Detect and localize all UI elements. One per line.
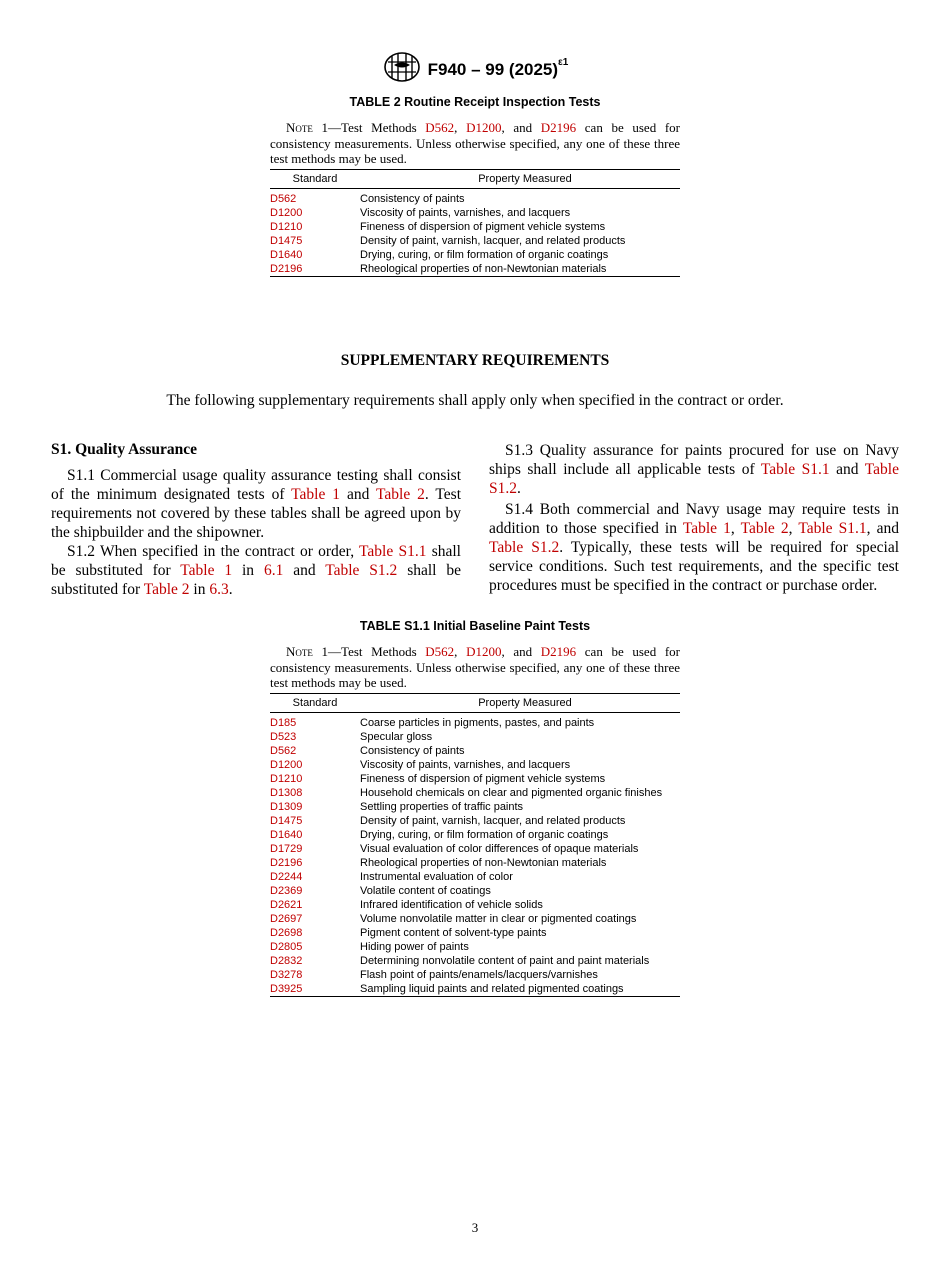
property-cell: Instrumental evaluation of color — [360, 870, 513, 883]
table-row — [270, 712, 680, 730]
table-row — [270, 758, 680, 772]
property-cell: Rheological properties of non-Newtonian materials — [360, 856, 607, 869]
property-cell: Density of paint, varnish, lacquer, and related products — [360, 234, 626, 247]
table-row — [270, 744, 680, 758]
paragraph-text: , and — [866, 520, 900, 537]
column-header-property: Property Measured — [360, 693, 680, 712]
supplementary-intro: The following supplementary requirements shall apply only when specified in the contract or order. — [166, 392, 784, 409]
table-row — [270, 968, 680, 982]
table-row — [270, 262, 680, 277]
note-label: Note — [286, 120, 313, 135]
paragraph-text: shall be substituted for — [51, 543, 461, 579]
note-text: , — [454, 120, 467, 135]
link-table-2[interactable]: Table 2 — [376, 486, 425, 503]
link-table-2[interactable]: Table 2 — [143, 581, 190, 598]
table-row — [270, 828, 680, 842]
standard-link[interactable]: D1640 — [270, 248, 303, 261]
standard-link[interactable]: D185 — [270, 716, 297, 729]
table-row — [270, 248, 680, 262]
property-cell: Drying, curing, or film formation of organic coatings — [360, 248, 609, 261]
property-cell: Household chemicals on clear and pigmented organic finishes — [360, 786, 663, 799]
standard-link[interactable]: D1210 — [270, 220, 303, 233]
link-table-s1-1[interactable]: Table S1.1 — [359, 543, 427, 560]
astm-logo-icon — [382, 52, 422, 87]
document-header — [0, 52, 950, 87]
link-table-1[interactable]: Table 1 — [180, 562, 233, 579]
standard-link[interactable]: D1200 — [270, 206, 303, 219]
link-d1200[interactable]: D1200 — [466, 120, 502, 135]
paragraph-text: shall be substituted for — [51, 562, 461, 598]
table2-block — [270, 120, 680, 277]
table-s1-1-body — [270, 712, 680, 996]
property-cell: Infrared identification of vehicle solids — [360, 898, 543, 911]
column-header-property: Property Measured — [360, 169, 680, 188]
standard-link[interactable]: D1210 — [270, 772, 303, 785]
property-cell: Specular gloss — [360, 730, 433, 743]
table-row — [270, 926, 680, 940]
standard-link[interactable]: D562 — [270, 744, 297, 757]
property-cell: Consistency of paints — [360, 744, 465, 757]
property-cell: Flash point of paints/enamels/lacquers/varnishes — [360, 968, 598, 981]
table-row — [270, 856, 680, 870]
note-text: 1—Test Methods — [321, 644, 426, 659]
section-heading-s1: S1. Quality Assurance — [51, 441, 197, 458]
property-cell: Settling properties of traffic paints — [360, 800, 524, 813]
table-row — [270, 234, 680, 248]
link-table-s1-2[interactable]: Table S1.2 — [489, 539, 560, 556]
table-s1-1-note — [270, 644, 680, 691]
standard-link[interactable]: D2805 — [270, 940, 303, 953]
property-cell: Pigment content of solvent-type paints — [360, 926, 547, 939]
paragraph-text: . Test requirements not covered by these tables shall be agreed upon by the shipbuilder and the shipowner. — [51, 486, 462, 541]
standard-link[interactable]: D2369 — [270, 884, 303, 897]
note-text: , and — [501, 644, 541, 659]
link-table-s1-1[interactable]: Table S1.1 — [798, 520, 867, 537]
table-s1-1 — [270, 693, 680, 997]
paragraph-text: . — [228, 581, 233, 598]
table-row — [270, 982, 680, 997]
table2-caption: TABLE 2 Routine Receipt Inspection Tests — [349, 95, 601, 109]
property-cell: Density of paint, varnish, lacquer, and related products — [360, 814, 626, 827]
paragraph-text: . Typically, these tests will be required for special service conditions. Such test requirements, and the specific test procedures must be specified in the contract or purchase order. — [489, 539, 899, 594]
link-d1200[interactable]: D1200 — [466, 644, 502, 659]
link-table-s1-2[interactable]: Table S1.2 — [489, 461, 899, 497]
table-row — [270, 870, 680, 884]
property-cell: Visual evaluation of color differences of opaque materials — [360, 842, 639, 855]
supplementary-heading: SUPPLEMENTARY REQUIREMENTS — [340, 352, 610, 369]
table-row — [270, 786, 680, 800]
standard-link[interactable]: D1309 — [270, 800, 303, 813]
paragraph-s1-3 — [489, 441, 899, 498]
table2 — [270, 169, 680, 277]
link-table-s1-1[interactable]: Table S1.1 — [760, 461, 830, 478]
link-table-2[interactable]: Table 2 — [740, 520, 789, 537]
property-cell: Hiding power of paints — [360, 940, 469, 953]
left-column — [51, 440, 461, 599]
property-cell: Viscosity of paints, varnishes, and lacquers — [360, 758, 571, 771]
paragraph-text: , — [730, 520, 741, 537]
standard-link[interactable]: D1475 — [270, 814, 303, 827]
link-table-s1-2[interactable]: Table S1.2 — [325, 562, 398, 579]
table-row — [270, 912, 680, 926]
table-row — [270, 220, 680, 234]
property-cell: Fineness of dispersion of pigment vehicle systems — [360, 220, 606, 233]
property-cell: Rheological properties of non-Newtonian materials — [360, 262, 607, 275]
standard-link[interactable]: D2244 — [270, 870, 303, 883]
note-label: Note — [286, 644, 313, 659]
paragraph-s1-1 — [51, 466, 461, 542]
property-cell: Volatile content of coatings — [360, 884, 491, 897]
designation: F940 – 99 (2025) — [427, 59, 559, 79]
link-table-1[interactable]: Table 1 — [682, 520, 731, 537]
right-column — [489, 441, 899, 595]
standard-link[interactable]: D1729 — [270, 842, 303, 855]
table-row — [270, 188, 680, 206]
standard-link[interactable]: D1475 — [270, 234, 303, 247]
link-d562[interactable]: D562 — [425, 644, 455, 659]
table-s1-1-block — [270, 644, 680, 997]
property-cell: Sampling liquid paints and related pigmented coatings — [360, 982, 624, 995]
standard-link[interactable]: D2697 — [270, 912, 303, 925]
property-cell: Consistency of paints — [360, 192, 465, 205]
table-row — [270, 772, 680, 786]
table-row — [270, 842, 680, 856]
standard-link[interactable]: D3278 — [270, 968, 303, 981]
property-cell: Volume nonvolatile matter in clear or pigmented coatings — [360, 912, 637, 925]
note-text: can be used for consistency measurements. Unless otherwise specified, any one of these three test methods may be used. — [270, 120, 680, 166]
table2-body — [270, 188, 680, 276]
property-cell: Determining nonvolatile content of paint and paint materials — [360, 954, 650, 967]
property-cell: Fineness of dispersion of pigment vehicle systems — [360, 772, 606, 785]
table-s1-1-caption: TABLE S1.1 Initial Baseline Paint Tests — [359, 619, 591, 633]
page-number: 3 — [471, 1220, 479, 1235]
link-section-6-3[interactable]: 6.3 — [209, 581, 229, 598]
property-cell: Viscosity of paints, varnishes, and lacquers — [360, 206, 571, 219]
link-d2196[interactable]: D2196 — [540, 644, 577, 659]
paragraph-text: , — [788, 520, 799, 537]
paragraph-text: S1.1 Commercial usage quality assurance testing shall consist of the minimum designated tests of — [51, 467, 461, 503]
standard-link[interactable]: D2196 — [270, 262, 303, 275]
note-text: , and — [501, 120, 541, 135]
table-row — [270, 940, 680, 954]
standard-link[interactable]: D523 — [270, 730, 297, 743]
designation-title — [427, 56, 569, 80]
note-text: , — [454, 644, 467, 659]
column-header-standard: Standard — [270, 169, 360, 188]
table-row — [270, 814, 680, 828]
standard-link[interactable]: D1640 — [270, 828, 303, 841]
standard-link[interactable]: D562 — [270, 192, 297, 205]
table-row — [270, 954, 680, 968]
paragraph-text: S1.4 Both commercial and Navy usage may require tests in addition to those specified in — [489, 501, 899, 537]
epsilon-superscript: ε1 — [558, 56, 569, 68]
link-d562[interactable]: D562 — [425, 120, 455, 135]
paragraph-text: S1.2 When specified in the contract or order, — [67, 543, 360, 560]
standard-link[interactable]: D2832 — [270, 954, 303, 967]
note-text: can be used for consistency measurements. Unless otherwise specified, any one of these three test methods may be used. — [270, 644, 680, 690]
standard-link[interactable]: D3925 — [270, 982, 303, 995]
paragraph-text: and — [829, 461, 865, 478]
paragraph-text: and — [340, 486, 376, 503]
table-row — [270, 206, 680, 220]
paragraph-text: in — [232, 562, 264, 579]
link-section-6-1[interactable]: 6.1 — [263, 562, 284, 579]
table-row — [270, 898, 680, 912]
table2-note — [270, 120, 680, 167]
table-row — [270, 884, 680, 898]
link-table-1[interactable]: Table 1 — [291, 486, 341, 503]
paragraph-text: . — [517, 480, 521, 497]
standard-link[interactable]: D1200 — [270, 758, 303, 771]
property-cell: Coarse particles in pigments, pastes, and paints — [360, 716, 595, 729]
property-cell: Drying, curing, or film formation of organic coatings — [360, 828, 609, 841]
table-row — [270, 800, 680, 814]
standard-link[interactable]: D2698 — [270, 926, 303, 939]
paragraph-text: in — [189, 581, 210, 598]
standard-link[interactable]: D1308 — [270, 786, 303, 799]
standard-link[interactable]: D2196 — [270, 856, 303, 869]
paragraph-s1-4 — [489, 500, 899, 595]
note-text: 1—Test Methods — [321, 120, 426, 135]
link-d2196[interactable]: D2196 — [540, 120, 577, 135]
standard-link[interactable]: D2621 — [270, 898, 303, 911]
paragraph-text: S1.3 Quality assurance for paints procured for use on Navy ships shall include all applicable tests of — [489, 442, 899, 478]
paragraph-s1-2 — [51, 542, 461, 599]
table-row — [270, 730, 680, 744]
column-header-standard: Standard — [270, 693, 360, 712]
paragraph-text: and — [283, 562, 326, 579]
